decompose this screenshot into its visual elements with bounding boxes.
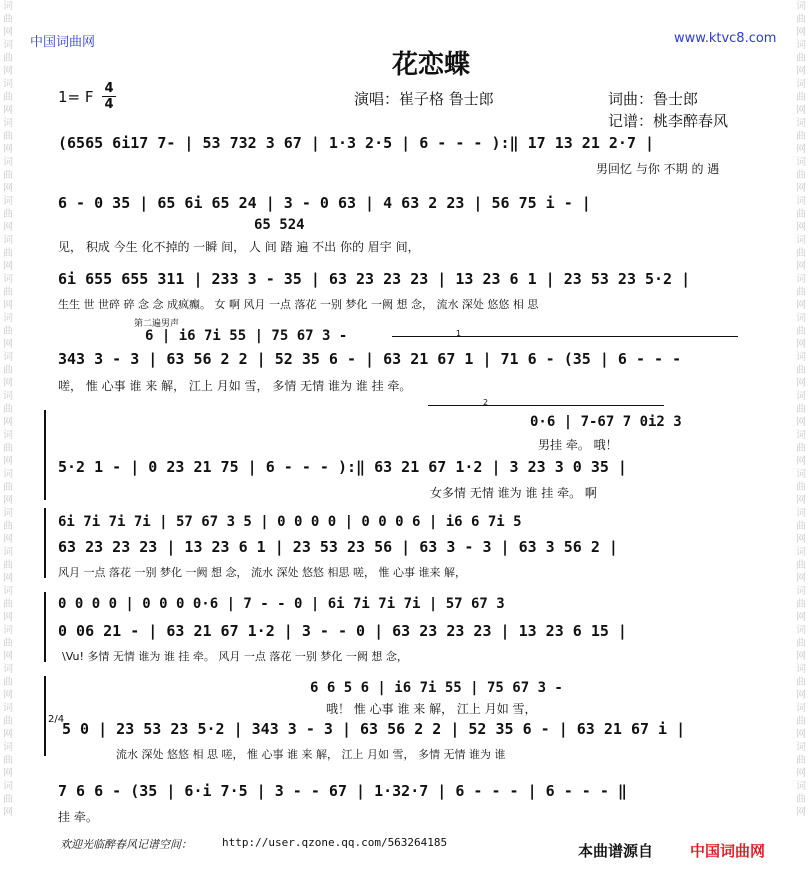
site-link-right[interactable]: www.ktvc8.com <box>674 31 777 46</box>
time-bottom: 4 <box>102 96 116 112</box>
source-label: 本曲谱源自 <box>578 842 654 860</box>
footer-welcome: 欢迎光临醉春风记谱空间： <box>60 838 192 851</box>
melody-row-6: 63 23 23 23 | 13 23 6 1 | 23 53 23 56 | 63 3 - 3 | 63 3 56 2 | <box>58 538 618 556</box>
lyrics-row-5: 女多情 无情 谁为 谁 挂 牵。 啊 <box>430 486 597 500</box>
upper-melody-row-6: 6i 7i 7i 7i | 57 67 3 5 | 0 0 0 0 | 0 0 0 6 | i6 6 7i 5 <box>58 514 522 530</box>
lyrics-row-1: 男回忆 与你 不期 的 遇 <box>596 162 720 176</box>
site-link-left[interactable]: 中国词曲网 <box>30 35 96 50</box>
melody-row-9: 7 6 6 - (35 | 6·i 7·5 | 3 - - 67 | 1·32·7 | 6 - - - | 6 - - - ‖ <box>58 782 627 800</box>
singer-credit: 演唱：崔子格 鲁士郎 <box>354 90 494 108</box>
lyrics-row-8: 流水 深处 悠悠 相 思 嗟， 惟 心事 谁 来 解， 江上 月如 雪， 多情 无情 谁为 谁 <box>116 748 506 761</box>
composer-credit: 词曲：鲁士郎 <box>608 90 699 108</box>
time-signature <box>102 81 116 112</box>
upper-melody-row-4: 6 | i6 7i 55 | 75 67 3 - <box>145 328 348 344</box>
melody-row-8: 5 0 | 23 53 23 5·2 | 343 3 - 3 | 63 56 2 2 | 52 35 6 - | 63 21 67 i | <box>62 720 686 738</box>
time-top: 4 <box>104 81 114 96</box>
system-brace-row-6 <box>44 508 46 578</box>
side-watermark-left: 词曲网词曲网词曲网词曲网词曲网词曲网词曲网词曲网词曲网词曲网词曲网词曲网词曲网词曲网词曲网词曲网词曲网词曲网词曲网词曲网词曲网 <box>3 1 13 818</box>
volta-1-label: 1 <box>456 329 462 338</box>
alt-melody-row-2: 65 524 <box>254 217 305 233</box>
meter-change-row-8: 2/4 <box>48 714 65 725</box>
upper-melody-row-5: 0·6 | 7-67 7 0i2 3 <box>530 414 682 430</box>
lyrics-row-3: 生生 世 世碎 碎 念 念 成疯癫。 女 啊 风月 一点 落花 一别 梦化 一阙 想 念， 流水 深处 悠悠 相 思 <box>58 298 539 311</box>
upper-lyrics-row-5: 男挂 牵。 哦！ <box>538 438 618 452</box>
upper-lyrics-row-8: 哦！ 惟 心事 谁 来 解， 江上 月如 雪， <box>326 702 537 716</box>
lyrics-row-4: 嗟， 惟 心事 谁 来 解， 江上 月如 雪， 多情 无情 谁为 谁 挂 牵。 <box>58 379 412 393</box>
source-site-link[interactable]: 中国词曲网 <box>690 842 766 860</box>
key-signature: 1= F <box>58 88 94 106</box>
lyrics-row-2: 见， 积成 今生 化不掉的 一瞬 间， 人 间 踏 遍 不出 你的 眉宇 间， <box>58 240 420 254</box>
lyrics-row-6: 风月 一点 落花 一别 梦化 一阙 想 念， 流水 深处 悠悠 相思 嗟， 惟 心事 谁来 解， <box>58 566 466 579</box>
volta-2-label: 2 <box>483 398 489 407</box>
footer-url-link[interactable]: http://user.qzone.qq.com/563264185 <box>222 836 448 849</box>
side-watermark-right: 词曲网词曲网词曲网词曲网词曲网词曲网词曲网词曲网词曲网词曲网词曲网词曲网词曲网词曲网词曲网词曲网词曲网词曲网词曲网词曲网词曲网 <box>796 1 806 818</box>
melody-row-7: 0 06 21 - | 63 21 67 1·2 | 3 - - 0 | 63 23 23 23 | 13 23 6 15 | <box>58 622 627 640</box>
melody-row-2: 6 - 0 35 | 65 6i 65 24 | 3 - 0 63 | 4 63 2 23 | 56 75 i - | <box>58 194 591 212</box>
song-title: 花恋蝶 <box>392 50 471 80</box>
system-brace-row-8 <box>44 676 46 756</box>
transcriber-credit: 记谱：桃李醉春风 <box>608 112 729 130</box>
melody-row-4: 343 3 - 3 | 63 56 2 2 | 52 35 6 - | 63 21 67 1 | 71 6 - (35 | 6 - - - <box>58 350 682 368</box>
system-brace-row-5 <box>44 410 46 500</box>
lyrics-row-9: 挂 牵。 <box>58 810 98 824</box>
section-label-second-male: 第二遍男声 <box>134 319 180 329</box>
lyrics-row-7: \Vu! 多情 无情 谁为 谁 挂 牵。 风月 一点 落花 一别 梦化 一阙 想 念， <box>62 650 408 663</box>
system-brace-row-7 <box>44 592 46 662</box>
upper-melody-row-8: 6 6 5 6 | i6 7i 55 | 75 67 3 - <box>310 680 563 696</box>
melody-row-1: (6565 6i17 7- | 53 732 3 67 | 1·3 2·5 | 6 - - - ):‖ 17 13 21 2·7 | <box>58 134 655 152</box>
volta-bracket-2 <box>428 405 664 406</box>
volta-bracket-1 <box>392 336 738 337</box>
melody-row-3: 6i 655 655 311 | 233 3 - 35 | 63 23 23 23 | 13 23 6 1 | 23 53 23 5·2 | <box>58 270 691 288</box>
melody-row-5: 5·2 1 - | 0 23 21 75 | 6 - - - ):‖ 63 21 67 1·2 | 3 23 3 0 35 | <box>58 458 627 476</box>
upper-melody-row-7: 0 0 0 0 | 0 0 0 0·6 | 7 - - 0 | 6i 7i 7i 7i | 57 67 3 <box>58 596 505 612</box>
